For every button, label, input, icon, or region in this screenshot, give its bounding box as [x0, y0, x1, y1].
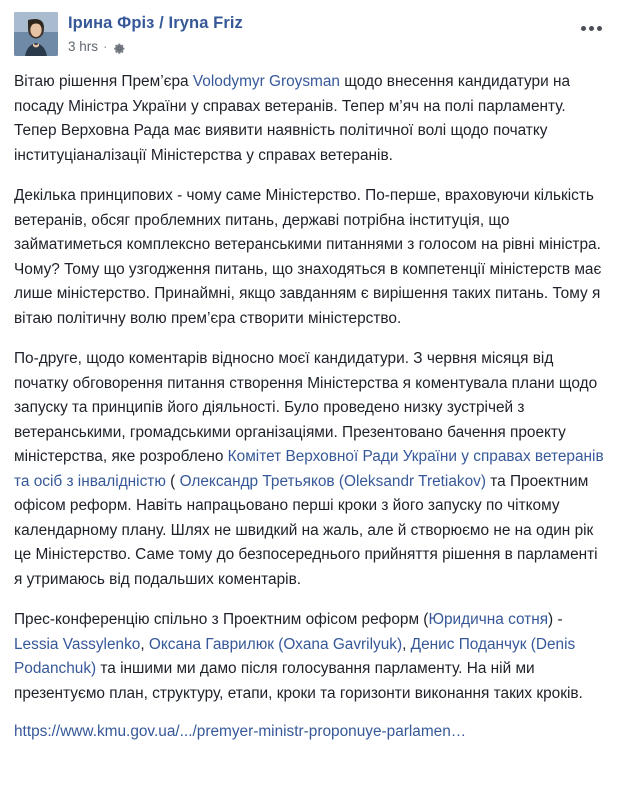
post-text: ) -	[548, 611, 563, 628]
post-inline-link[interactable]: Lessia Vassylenko	[14, 635, 141, 653]
gear-icon[interactable]	[113, 42, 126, 55]
post-paragraph	[14, 70, 606, 168]
post-paragraph	[14, 184, 606, 331]
post-text: ,	[140, 635, 149, 653]
post-paragraph	[14, 347, 606, 592]
post-text: Вітаю рішення Прем’єра	[14, 73, 193, 90]
post-text: Прес-конференцію спільно з Проектним офісом реформ (	[14, 611, 429, 628]
post-inline-link[interactable]: Оксана Гаврилюк (Охana Gavrilyuk)	[148, 635, 403, 653]
post-inline-link[interactable]: Денис Поданчук (Denis Podanchuk)	[14, 635, 576, 677]
avatar[interactable]	[14, 12, 58, 56]
post-text: та Проектним офісом реформ. Навіть напрацьовано перші кроки з його запуску по чіткому календарному плану. Шлях не швидкий на жаль, але й створюємо не на один рік це Міністерство. Саме тому до безпосереднього прийняття рішення в парламенті я утримаюсь від подальших коментарів.	[14, 472, 598, 588]
post-header	[14, 12, 606, 56]
post-text: ,	[402, 635, 411, 653]
post-inline-link[interactable]: Комітет Верховної Ради України у справах ветеранів та осіб з інвалідністю	[14, 448, 604, 490]
post-text: щодо внесення кандидатури на посаду Міністра України у справах ветеранів. Тепер м’яч на полі парламенту. Тепер Верховна Рада має виявити наявність політичної волі щодо початку інституціаналізації Міністерства у справах ветеранів.	[14, 73, 571, 164]
post-external-link[interactable]: https://www.kmu.gov.ua/.../premyer-ministr-proponuye-parlamen…	[14, 723, 467, 740]
more-options-dots	[581, 26, 602, 31]
post-inline-link[interactable]: Volodymyr Groysman	[192, 73, 340, 90]
more-options-icon[interactable]	[576, 18, 606, 38]
post-header-text	[68, 12, 243, 55]
user-avatar-image	[14, 12, 58, 56]
author-name[interactable]: Ірина Фріз / Iryna Friz	[68, 14, 243, 32]
post-body	[14, 70, 606, 706]
post-text: По-друге, щодо коментарів відносно моєї кандидатури. З червня місяця від початку обговорення питання створення Міністерства я коментувала плани щодо запуску та принципів його діяльності. Було проведено низку зустрічей з ветеранськими, громадськими організаціями. Презентовано бачення проекту міністерства, яке розроблено	[14, 350, 598, 465]
post-text: Декілька принципових - чому саме Міністерство. По-перше, враховуючи кількість ветеранів, обсяг проблемних питань, державі потрібна інституція, що займатиметься комплексно ветеранськими питаннями з голосом на рівні міністра. Чому? Тому що узгодження питань, що знаходяться в компетенції міністерств має лише міністерство. Принаймні, якщо завданням є вирішення таких питань. Тому я вітаю політичну волю прем’єра створити міністерство.	[14, 187, 602, 327]
post-text: та іншими ми дамо після голосування парламенту. На ній ми презентуємо план, структуру, етапи, кроки та горизонти виконання таких кроків.	[14, 660, 583, 702]
meta-separator: ·	[103, 39, 108, 54]
post-text: (	[165, 472, 180, 490]
gear-icon-svg	[113, 42, 126, 55]
post-inline-link[interactable]: Юридична сотня	[428, 611, 549, 628]
post-meta	[68, 39, 243, 55]
post-inline-link[interactable]: Олександр Третьяков (Oleksandr Tretiakov)	[179, 472, 486, 490]
post-paragraph	[14, 608, 606, 706]
post-timestamp[interactable]: 3 hrs	[68, 39, 99, 54]
